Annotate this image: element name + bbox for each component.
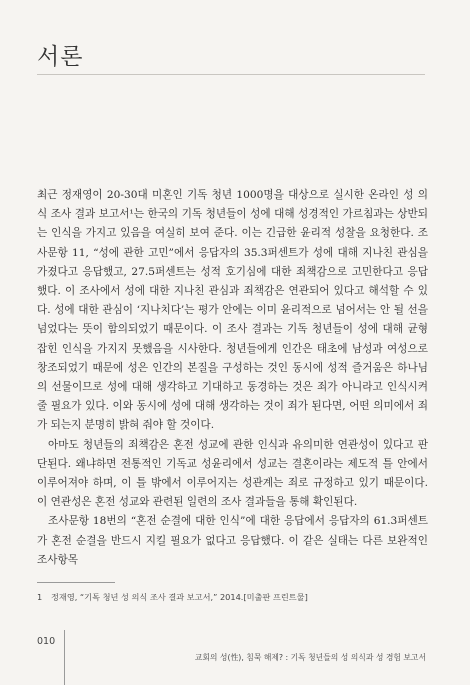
paragraph-3: 조사문항 18번의 “혼전 순결에 대한 인식”에 대한 응답에서 응답자의 61.3퍼센트가 혼전 순결을 반드시 지킬 필요가 없다고 응답했다. 이 같은 실태는 다른 보완적인 조사항목 bbox=[37, 515, 428, 566]
page-number: 010 bbox=[37, 636, 56, 647]
chapter-heading: 서론 bbox=[37, 44, 84, 70]
running-head: 교회의 성(性), 침묵 해제? : 기독 청년들의 성 의식과 성 경험 보고서 bbox=[194, 653, 426, 662]
footnote bbox=[37, 592, 308, 603]
footer-divider bbox=[64, 630, 65, 685]
footnote-rule bbox=[37, 582, 115, 583]
paragraph-2: 아마도 청년들의 죄책감은 혼전 성교에 관한 인식과 유의미한 연관성이 있다고 판단된다. 왜냐하면 전통적인 기독교 성윤리에서 성교는 결혼이라는 제도적 틀 안에서 이루어져야 하며, 이 틀 밖에서 이루어지는 성관계는 죄로 규정하고 있기 때문이다. 이 연관성은 혼전 성교와 관련된 일련의 조사 결과들을 통해 확인된다. bbox=[37, 438, 428, 509]
heading-rule bbox=[37, 74, 425, 75]
footnote-text: 정재영, “기독 청년 성 의식 조사 결과 보고서,” 2014.[미출판 프린트물] bbox=[51, 592, 308, 602]
paragraph-1: 최근 정재영이 20-30대 미혼인 기독 청년 1000명을 대상으로 실시한 온라인 성 의식 조사 결과 보고서¹는 한국의 기독 청년들이 성에 대해 성경적인 가르침과는 상반되는 인식을 가지고 있음을 여실히 보여 준다. 이는 긴급한 윤리적 성찰을 요청한다. 조사문항 11, “성에 관한 고민”에서 응답자의 35.3퍼센트가 성에 대해 지나친 관심을 가졌다고 응답했고, 27.5퍼센트는 성적 호기심에 대한 죄책감으로 고민한다고 응답했다. 이 조사에서 성에 대한 지나친 관심과 죄책감은 연관되어 있다고 해석할 수 있다. 성에 대한 관심이 ‘지나치다’는 평가 안에는 이미 윤리적으로 넘어서는 안 될 선을 넘었다는 뜻이 함의되었기 때문이다. 이 조사 결과는 기독 청년들이 성에 대해 균형 잡힌 인식을 가지지 못했음을 시사한다. 청년들에게 인간은 태초에 남성과 여성으로 창조되었기 때문에 성은 인간의 본질을 구성하는 것인 동시에 성적 즐거움은 하나님의 선물이므로 성에 대해 생각하고 기대하고 동경하는 것은 죄가 아니라고 인식시켜 줄 필요가 있다. 이와 동시에 성에 대해 생각하는 것이 죄가 된다면, 어떤 의미에서 죄가 되는지 분명히 밝혀 줘야 할 것이다. bbox=[37, 189, 428, 432]
body-text bbox=[37, 186, 428, 570]
footnote-number: 1 bbox=[37, 592, 43, 602]
